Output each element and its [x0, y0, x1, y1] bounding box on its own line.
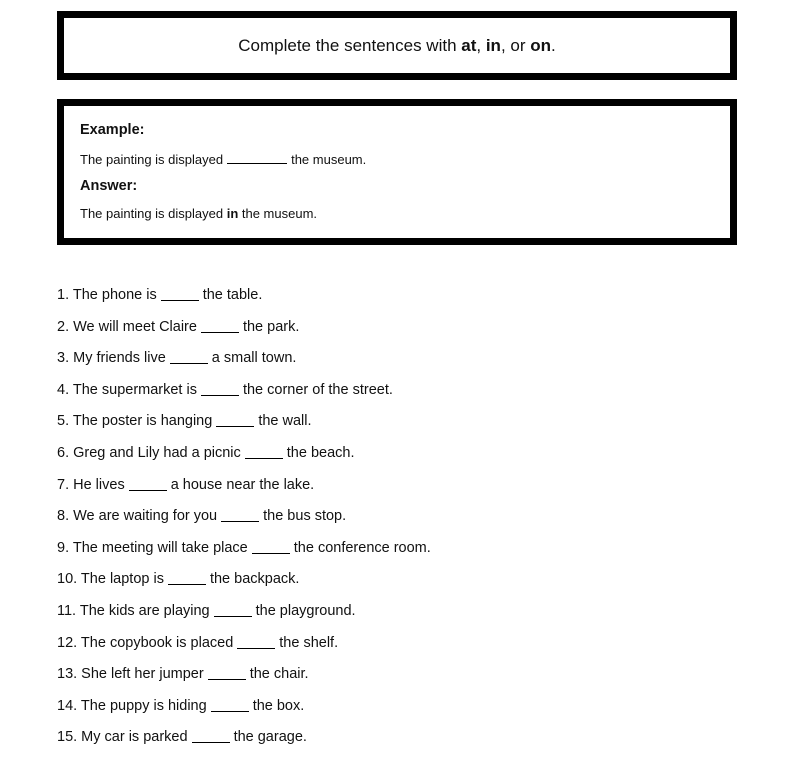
- sentence-end: a small town.: [211, 350, 297, 367]
- sentence-start: 15. My car is parked: [57, 729, 188, 746]
- sentence-start: 3. My friends live: [57, 350, 166, 367]
- example-label: Example:: [80, 122, 145, 138]
- sentence-end: the park.: [242, 318, 300, 335]
- example-blank[interactable]: [227, 151, 287, 164]
- list-item: [57, 664, 757, 696]
- list-item: [57, 538, 757, 570]
- answer-blank[interactable]: [208, 666, 246, 680]
- list-item: [57, 285, 757, 317]
- answer-blank[interactable]: [201, 319, 239, 333]
- instruction-suffix: .: [551, 35, 556, 55]
- sentence-end: the backpack.: [209, 571, 300, 588]
- answer-blank[interactable]: [168, 571, 206, 585]
- instruction-separator: , or: [500, 35, 531, 55]
- sentence-end: the bus stop.: [263, 508, 347, 525]
- instruction-box: [57, 11, 737, 80]
- instruction-separator: ,: [476, 35, 486, 55]
- list-item: [57, 380, 757, 412]
- example-box: [57, 99, 737, 245]
- answer-blank[interactable]: [211, 698, 249, 712]
- example-sentence-start: The painting is displayed: [80, 152, 224, 167]
- list-item: [57, 443, 757, 475]
- answer-blank[interactable]: [161, 287, 199, 301]
- list-item: [57, 317, 757, 349]
- answer-blank[interactable]: [214, 603, 252, 617]
- answer-blank[interactable]: [245, 445, 283, 459]
- answer-blank[interactable]: [192, 729, 230, 743]
- sentence-start: 14. The puppy is hiding: [57, 697, 207, 714]
- instruction-word-on: on: [530, 35, 552, 55]
- sentence-end: the box.: [252, 697, 305, 714]
- sentence-start: 13. She left her jumper: [57, 666, 204, 683]
- list-item: [57, 569, 757, 601]
- answer-blank[interactable]: [221, 508, 259, 522]
- instruction-prefix: Complete the sentences with: [238, 35, 462, 55]
- list-item: [57, 727, 757, 759]
- list-item: [57, 633, 757, 665]
- sentence-end: the corner of the street.: [242, 381, 393, 398]
- sentence-end: the shelf.: [279, 634, 339, 651]
- example-sentence-end: the museum.: [291, 152, 367, 167]
- sentence-start: 11. The kids are playing: [57, 602, 210, 619]
- sentence-start: 1. The phone is: [57, 287, 157, 303]
- sentence-end: the chair.: [249, 666, 309, 683]
- list-item: [57, 411, 757, 443]
- list-item: [57, 601, 757, 633]
- sentence-start: 4. The supermarket is: [57, 381, 197, 398]
- sentence-start: 7. He lives: [57, 476, 125, 493]
- sentence-start: 8. We are waiting for you: [57, 508, 218, 525]
- sentence-end: the beach.: [286, 444, 355, 461]
- answer-word: in: [226, 206, 239, 221]
- sentence-end: the conference room.: [293, 539, 431, 556]
- answer-blank[interactable]: [129, 477, 167, 491]
- list-item: [57, 475, 757, 507]
- sentence-end: the garage.: [233, 729, 307, 746]
- answer-sentence: [80, 206, 317, 221]
- answer-sentence-end: the museum.: [238, 206, 318, 221]
- list-item: [57, 506, 757, 538]
- sentence-end: the wall.: [258, 413, 312, 430]
- example-sentence: [80, 151, 366, 167]
- list-item: [57, 348, 757, 380]
- answer-blank[interactable]: [237, 635, 275, 649]
- instruction-word-in: in: [485, 35, 501, 55]
- sentence-start: 6. Greg and Lily had a picnic: [57, 444, 241, 461]
- sentence-end: the playground.: [255, 602, 356, 619]
- sentence-start: 9. The meeting will take place: [57, 539, 248, 556]
- list-item: [57, 696, 757, 728]
- sentence-end: a house near the lake.: [170, 476, 315, 493]
- answer-blank[interactable]: [216, 413, 254, 427]
- sentence-start: 10. The laptop is: [57, 571, 164, 588]
- answer-blank[interactable]: [201, 382, 239, 396]
- sentence-start: 5. The poster is hanging: [57, 413, 213, 430]
- answer-blank[interactable]: [252, 540, 290, 554]
- answer-blank[interactable]: [170, 350, 208, 364]
- answer-label: Answer:: [80, 178, 138, 194]
- sentence-end: the table.: [202, 287, 263, 303]
- sentence-start: 12. The copybook is placed: [57, 634, 234, 651]
- instruction-text: [238, 36, 556, 56]
- instruction-word-at: at: [461, 35, 477, 55]
- exercise-list: [57, 285, 757, 759]
- sentence-start: 2. We will meet Claire: [57, 318, 197, 335]
- answer-sentence-start: The painting is displayed: [80, 206, 227, 221]
